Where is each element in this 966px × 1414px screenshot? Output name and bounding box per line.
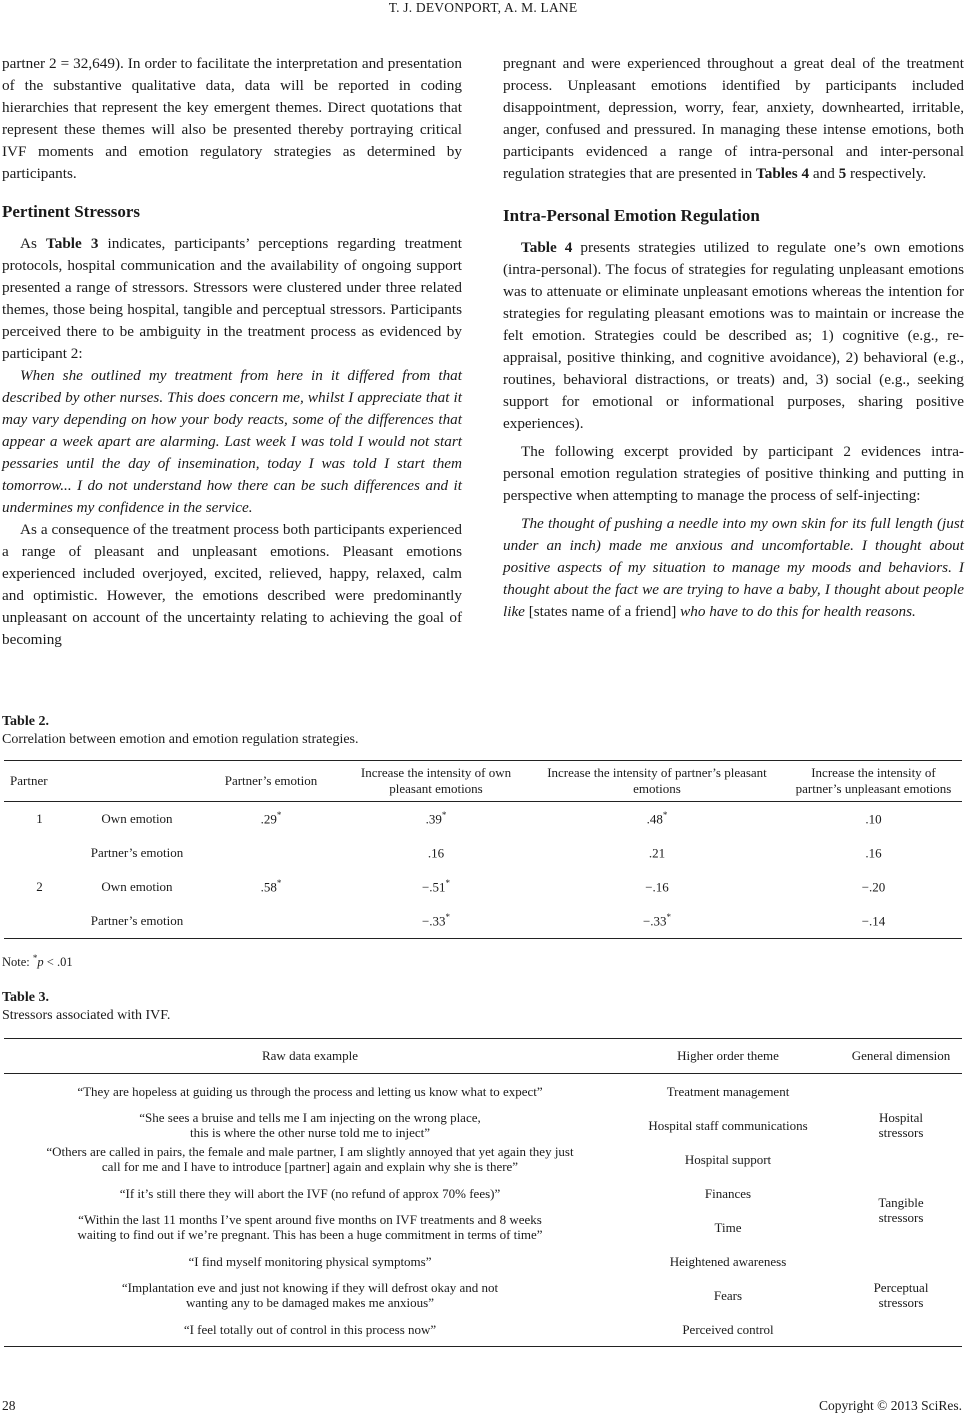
table-row: “Others are called in pairs, the female and male partner, I am slightly annoyed that yet again they just call for me and I have to introduce [partner] again and explain why she is there” Hospital support: [46, 1144, 772, 1174]
table-row: “I find myself monitoring physical symptoms” Heightened awareness Perceptual stressors: [4, 1244, 962, 1278]
table-3-header-row: [4, 1039, 962, 1074]
table-row: “Within the last 11 months I’ve spent around five months on IVF treatments and 8 weeks waiting to find out if we’re pregnant. This has been a huge commitment in terms of time” Time: [77, 1212, 742, 1242]
table-3-title: Stressors associated with IVF.: [2, 1008, 171, 1023]
page-number: 28: [2, 1398, 16, 1413]
table-row: “Implantation eve and just not knowing if they will defrost okay and not wanting any to be damaged makes me anxious” Fears: [121, 1280, 743, 1310]
header-partner: Partner: [4, 761, 75, 802]
table-2-header-row: [4, 761, 962, 802]
table-row: “They are hopeless at guiding us through the process and letting us know what to expect” Treatment management Hospital stressors: [4, 1074, 962, 1109]
table-row: Partner’s emotion −.33* −.33* −.14: [90, 912, 886, 929]
header-partners-emotion: Partner’s emotion: [199, 761, 343, 802]
table-2: [4, 760, 962, 939]
table-row: 1 Own emotion .29* .39* .48* .10: [36, 810, 882, 827]
left-column: [2, 53, 462, 651]
running-header: T. J. DEVONPORT, A. M. LANE: [388, 0, 578, 15]
table-2-note: Note: *p < .01: [2, 953, 73, 970]
table-3-caption: [2, 989, 170, 1025]
table-3-label: Table 3.: [2, 990, 49, 1005]
table-4-reference[interactable]: Table 4: [521, 239, 573, 256]
paragraph-stressors: As Table 3 indicates, participants’ perceptions regarding treatment protocols, hospital communication and the availability of ongoing support presented a range of stressors. Stressors were clustered under three related themes, those being hospital, tangible and perceptual stressors. Participants perceived there to be ambiguity in the treatment process as evidenced by participant 2:: [2, 235, 462, 362]
table-5-reference[interactable]: 5: [838, 165, 847, 182]
header-partner-pleasant: Increase the intensity of partner’s pleasant emotions: [529, 761, 785, 802]
table-row: “If it’s still there they will abort the IVF (no refund of approx 70% fees)” Finances Tangible stressors: [4, 1176, 962, 1210]
header-partner-unpleasant: Increase the intensity of partner’s unpleasant emotions: [785, 761, 962, 802]
dimension-hospital: Hospital stressors: [878, 1110, 924, 1140]
dimension-tangible: Tangible stressors: [878, 1195, 924, 1225]
table-row: “I feel totally out of control in this process now” Perceived control: [183, 1321, 774, 1337]
header-general-dimension: General dimension: [840, 1039, 962, 1074]
tables-4-reference[interactable]: Tables 4: [756, 165, 810, 182]
table-row: 2 Own emotion .58* −.51* −.16 −.20: [36, 878, 886, 895]
table-row: Partner’s emotion .16 .21 .16: [90, 845, 882, 861]
table-2-title: Correlation between emotion and emotion regulation strategies.: [2, 732, 359, 747]
right-column: [503, 53, 964, 623]
table-row: “She sees a bruise and tells me I am injecting on the wrong place, this is where the other nurse told me to inject” Hospital staff communications: [139, 1110, 808, 1140]
paragraph-unpleasant-emotions: pregnant and were experienced throughout a great deal of the treatment process. Unpleasant emotions identified by participants included disappointment, depression, worry, fear, anxiety, downhearted, irritable, anger, confused and pressured. In managing these intense emotions, both participants evidenced a range of intra-personal and inter-personal regulation strategies that are presented in Tables 4 and 5 respectively.: [503, 55, 964, 182]
copyright: Copyright © 2013 SciRes.: [818, 1398, 962, 1413]
dimension-perceptual: Perceptual stressors: [873, 1280, 929, 1310]
table-2-caption: [2, 713, 359, 749]
paragraph-intro: partner 2 = 32,649). In order to facilitate the interpretation and presentation of the substantive qualitative data, data will be reported in coding hierarchies that represent the key emergent themes. Direct quotations that represent these themes will also be presented thereby portraying critical IVF moments and emotion regulatory strategies as determined by participants.: [2, 55, 462, 182]
heading-intra-personal: Intra-Personal Emotion Regulation: [503, 206, 760, 225]
paragraph-strategies: Table 4 presents strategies utilized to regulate one’s own emotions (intra-personal). The focus of strategies for regulating unpleasant emotions was to attenuate or eliminate unpleasant emotions whereas the intention for strategies for regulating pleasant emotions was to maintain or increase the felt emotion. Strategies could be described as; 1) cognitive (e.g., re-appraisal, positive thinking, and cognitive avoidance), 2) behavioral (e.g., routines, behavioral distractions, or treats) and, 3) social (e.g., seeking support for emotional or informational purposes, sharing positive experiences).: [503, 239, 964, 432]
quote-participant-2: When she outlined my treatment from here in it differed from that described by other nurses. This does concern me, whilst I appreciate that it may vary depending on how your body reacts, some of the differences that appear a week apart are alarming. Last week I was told I would not start pessaries until the day of insemination, today I was told I start them tomorrow... I do not understand how there can be such differences and it undermines my confidence in the service.: [2, 367, 462, 516]
table-3-reference[interactable]: Table 3: [45, 235, 99, 252]
paragraph-emotions: As a consequence of the treatment process both participants experienced a range of pleasant and unpleasant emotions. Pleasant emotions experienced included overjoyed, excited, relieved, happy, relaxed, calm and optimistic. However, the emotions described were predominantly unpleasant on account of the uncertainty relating to achieving the goal of becoming: [2, 521, 462, 648]
table-3: [4, 1038, 962, 1347]
header-raw-data: Raw data example: [4, 1039, 616, 1074]
table-2-label: Table 2.: [2, 714, 49, 729]
paragraph-excerpt: The following excerpt provided by participant 2 evidences intra-personal emotion regulation strategies of positive thinking and putting in perspective when attempting to manage the process of self-injecting:: [503, 443, 964, 504]
heading-pertinent-stressors: Pertinent Stressors: [2, 202, 141, 221]
header-emotion-type: [75, 761, 199, 802]
header-higher-order-theme: Higher order theme: [616, 1039, 840, 1074]
header-own-pleasant: Increase the intensity of own pleasant emotions: [343, 761, 529, 802]
quote-self-injecting: The thought of pushing a needle into my own skin for its full length (just under an inch) made me anxious and uncomfortable. I thought about positive aspects of my situation to manage my moods and behaviors. I thought about the fact we are trying to have a baby, I thought about people like [states name of a friend] who have to do this for health reasons.: [503, 515, 964, 620]
